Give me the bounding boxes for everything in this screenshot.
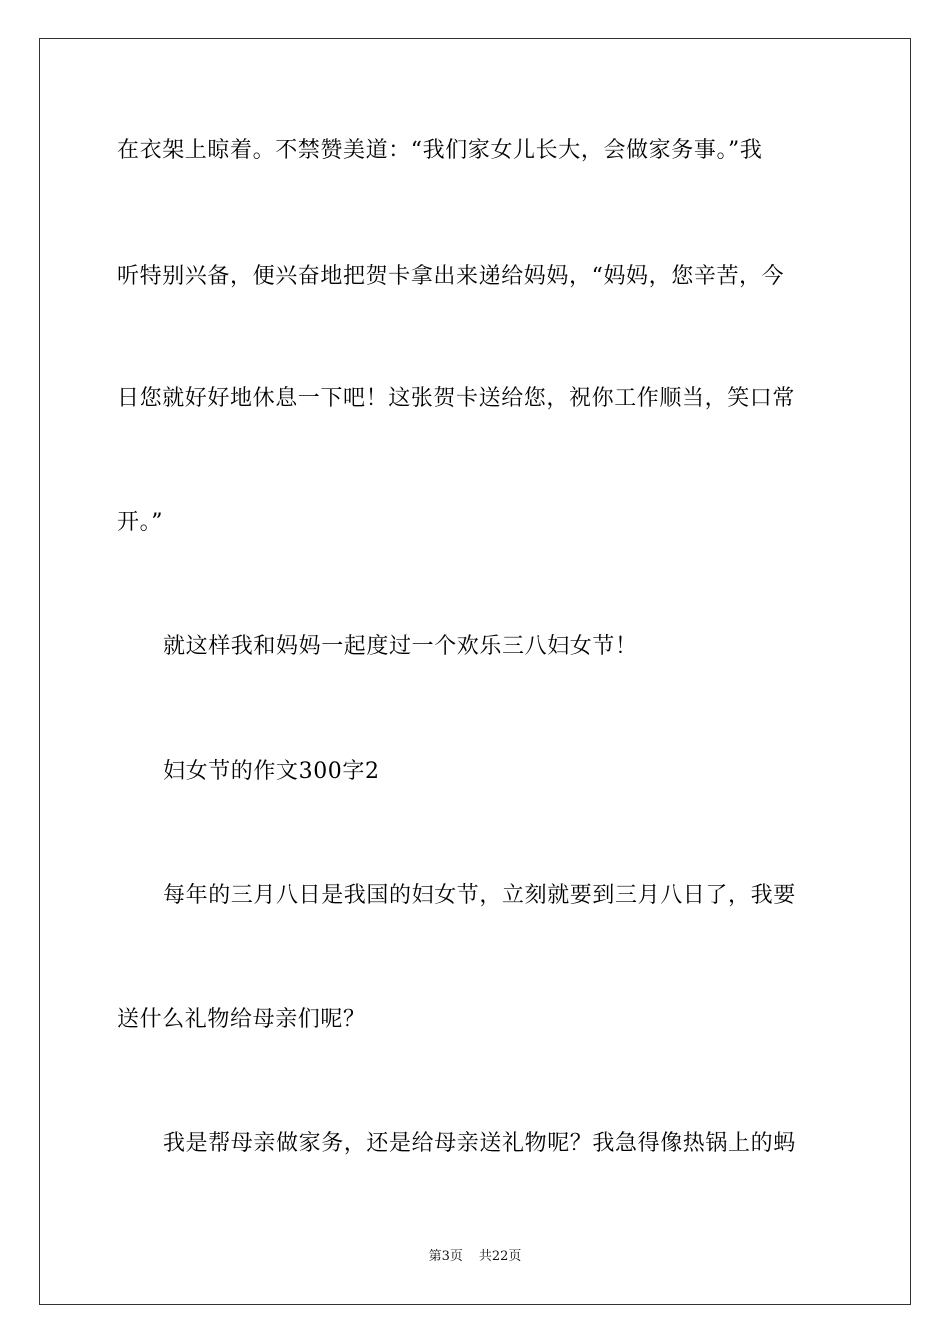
page-total: 共22页 [478,1249,522,1264]
body-text-line: 送什么礼物给母亲们呢？ [117,1007,366,1032]
section-heading: 妇女节的作文300字2 [163,759,380,784]
paragraph-line: 每年的三月八日是我国的妇女节，立刻就要到三月八日了，我要 [163,883,796,908]
page-number: 第3页 [428,1249,463,1264]
body-text-line: 在衣架上晾着。不禁赞美道：“我们家女儿长大，会做家务事。”我 [117,138,763,163]
page-footer [0,1249,950,1265]
paragraph-line: 就这样我和妈妈一起度过一个欢乐三八妇女节！ [163,634,638,659]
body-text-line: 开。” [117,510,164,535]
page-border [39,38,911,1305]
body-text-line: 日您就好好地休息一下吧！这张贺卡送给您，祝你工作顺当，笑口常 [117,386,796,411]
body-text-line: 听特别兴备，便兴奋地把贺卡拿出来递给妈妈，“妈妈，您辛苦，今 [117,264,785,289]
paragraph-line: 我是帮母亲做家务，还是给母亲送礼物呢？我急得像热锅上的蚂 [163,1131,796,1156]
